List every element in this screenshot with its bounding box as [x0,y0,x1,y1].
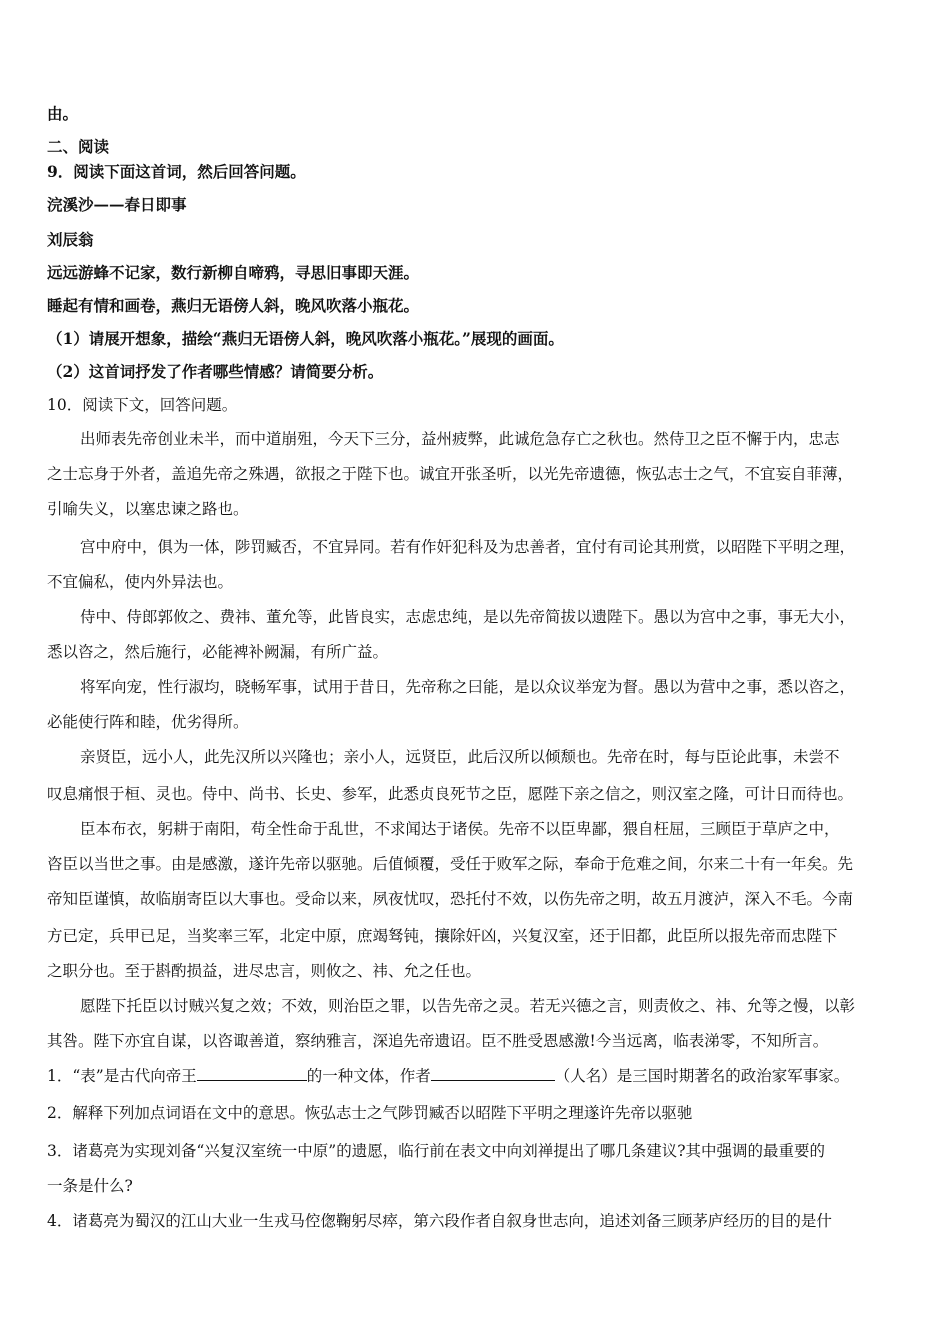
passage-line: 方已定，兵甲已足，当奖率三军，北定中原，庶竭驽钝，攘除奸凶，兴复汉室，还于旧都，此臣所以报先帝而忠陛下 [47,927,838,945]
passage-line: 其咎。陛下亦宜自谋，以咨诹善道，察纳雅言，深追先帝遗诏。臣不胜受恩感激!今当远离，临表涕零，不知所言。 [47,1032,829,1050]
question-text: （人名）是三国时期著名的政治家军事家。 [554,1067,850,1085]
poem-title: 浣溪沙——春日即事 [47,195,187,214]
passage-line: 必能使行阵和睦，优劣得所。 [47,713,249,731]
question-9-1: （1）请展开想象，描绘“燕归无语傍人斜，晚风吹落小瓶花。”展现的画面。 [47,329,564,348]
poem-author: 刘辰翁 [47,230,94,249]
passage-line: 臣本布衣，躬耕于南阳，苟全性命于乱世，不求闻达于诸侯。先帝不以臣卑鄙，猥自枉屈，三顾臣于草庐之中， [80,820,840,838]
poem-line-1: 远远游蜂不记家，数行新柳自啼鸦，寻思旧事即天涯。 [47,263,420,282]
question-9-prompt: 9．阅读下面这首词，然后回答问题。 [47,162,306,181]
question-10-1 [47,1066,849,1086]
answer-blank[interactable] [197,1066,307,1081]
answer-blank[interactable] [431,1066,555,1081]
question-10-prompt: 10．阅读下文，回答问题。 [47,396,238,414]
question-10-4: 4．诸葛亮为蜀汉的江山大业一生戎马倥偬鞠躬尽瘁，第六段作者自叙身世志向，追述刘备三顾茅庐经历的目的是什 [47,1212,832,1230]
question-text: 1．“表”是古代向帝王 [47,1067,197,1085]
passage-line: 不宜偏私，使内外异法也。 [47,573,234,591]
passage-line: 帝知臣谨慎，故临崩寄臣以大事也。受命以来，夙夜忧叹，恐托付不效，以伤先帝之明，故五月渡泸，深入不毛。今南 [47,890,854,908]
prev-question-tail: 由。 [47,104,79,123]
question-10-2: 2．解释下列加点词语在文中的意思。恢弘志士之气陟罚臧否以昭陛下平明之理遂许先帝以驱驰 [47,1104,693,1122]
question-10-3-cont: 一条是什么? [47,1177,133,1195]
passage-line: 之职分也。至于斟酌损益，进尽忠言，则攸之、祎、允之任也。 [47,962,482,980]
question-9-2: （2）这首词抒发了作者哪些情感？请简要分析。 [47,362,384,381]
question-10-3: 3．诸葛亮为实现刘备“兴复汉室统一中原”的遗愿，临行前在表文中向刘禅提出了哪几条建议?其中强调的最重要的 [47,1142,826,1160]
passage-line: 出师表先帝创业未半，而中道崩殂，今天下三分，益州疲弊，此诚危急存亡之秋也。然侍卫之臣不懈于内，忠志 [80,430,840,448]
passage-line: 将军向宠，性行淑均，晓畅军事，试用于昔日，先帝称之曰能，是以众议举宠为督。愚以为营中之事，悉以咨之， [80,678,856,696]
poem-line-2: 睡起有情和画卷，燕归无语傍人斜，晚风吹落小瓶花。 [47,296,420,315]
passage-line: 悉以咨之，然后施行，必能裨补阙漏，有所广益。 [47,643,389,661]
passage-line: 侍中、侍郎郭攸之、费祎、董允等，此皆良实，志虑忠纯，是以先帝简拔以遗陛下。愚以为宫中之事，事无大小， [80,608,856,626]
passage-line: 愿陛下托臣以讨贼兴复之效；不效，则治臣之罪，以告先帝之灵。若无兴德之言，则责攸之、祎、允等之慢，以彰 [80,997,856,1015]
passage-line: 引喻失义，以塞忠谏之路也。 [47,500,249,518]
section-heading: 二、阅读 [47,137,110,156]
passage-line: 叹息痛恨于桓、灵也。侍中、尚书、长史、参军，此悉贞良死节之臣，愿陛下亲之信之，则汉室之隆，可计日而待也。 [47,785,854,803]
passage-line: 宫中府中，俱为一体，陟罚臧否，不宜异同。若有作奸犯科及为忠善者，宜付有司论其刑赏，以昭陛下平明之理， [80,538,856,556]
question-text: 的一种文体，作者 [306,1067,431,1085]
passage-line: 咨臣以当世之事。由是感激，遂许先帝以驱驰。后值倾覆，受任于败军之际，奉命于危难之间，尔来二十有一年矣。先 [47,855,854,873]
passage-line: 之士忘身于外者，盖追先帝之殊遇，欲报之于陛下也。诚宜开张圣听，以光先帝遗德，恢弘志士之气，不宜妄自菲薄， [47,465,854,483]
passage-line: 亲贤臣，远小人，此先汉所以兴隆也；亲小人，远贤臣，此后汉所以倾颓也。先帝在时，每与臣论此事，未尝不 [80,748,840,766]
